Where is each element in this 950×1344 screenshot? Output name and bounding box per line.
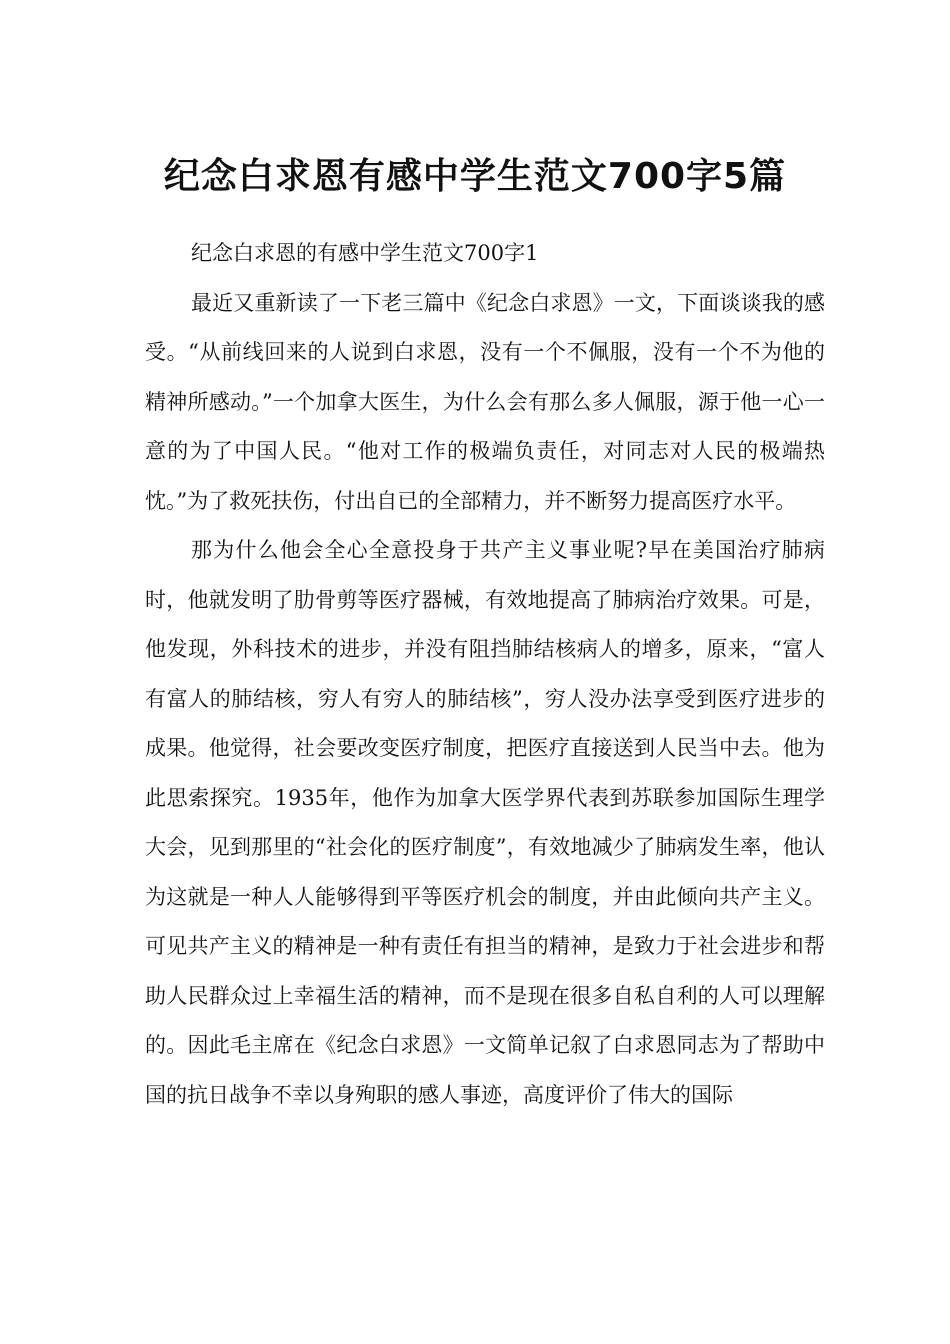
essay-subtitle: 纪念白求恩的有感中学生范文700字1 — [191, 241, 539, 265]
document-title: 纪念白求恩有感中学生范文700字5篇 — [163, 156, 787, 198]
document-body — [145, 229, 825, 1120]
paragraph-2: 那为什么他会全心全意投身于共产主义事业呢?早在美国治疗肺病时，他就发明了肋骨剪等医疗器械，有效地提高了肺病治疗效果。可是，他发现，外科技术的进步，并没有阻挡肺结核病人的增多，原来，“富人有富人的肺结核，穷人有穷人的肺结核”，穷人没办法享受到医疗进步的成果。他觉得，社会要改变医疗制度，把医疗直接送到人民当中去。他为此思索探究。1935年，他作为加拿大医学界代表到苏联参加国际生理学大会，见到那里的“社会化的医疗制度”，有效地减少了肺病发生率，他认为这就是一种人人能够得到平等医疗机会的制度，并由此倾向共产主义。可见共产主义的精神是一种有责任有担当的精神，是致力于社会进步和帮助人民群众过上幸福生活的精神，而不是现在很多自私自利的人可以理解的。因此毛主席在《纪念白求恩》一文简单记叙了白求恩同志为了帮助中国的抗日战争不幸以身殉职的感人事迹，高度评价了伟大的国际 — [145, 538, 825, 1107]
paragraph-1: 最近又重新读了一下老三篇中《纪念白求恩》一文，下面谈谈我的感受。“从前线回来的人说到白求恩，没有一个不佩服，没有一个不为他的精神所感动。”一个加拿大医生，为什么会有那么多人佩服，源于他一心一意的为了中国人民。“他对工作的极端负责任，对同志对人民的极端热忱。”为了救死扶伤，付出自已的全部精力，并不断努力提高医疗水平。 — [145, 290, 825, 513]
